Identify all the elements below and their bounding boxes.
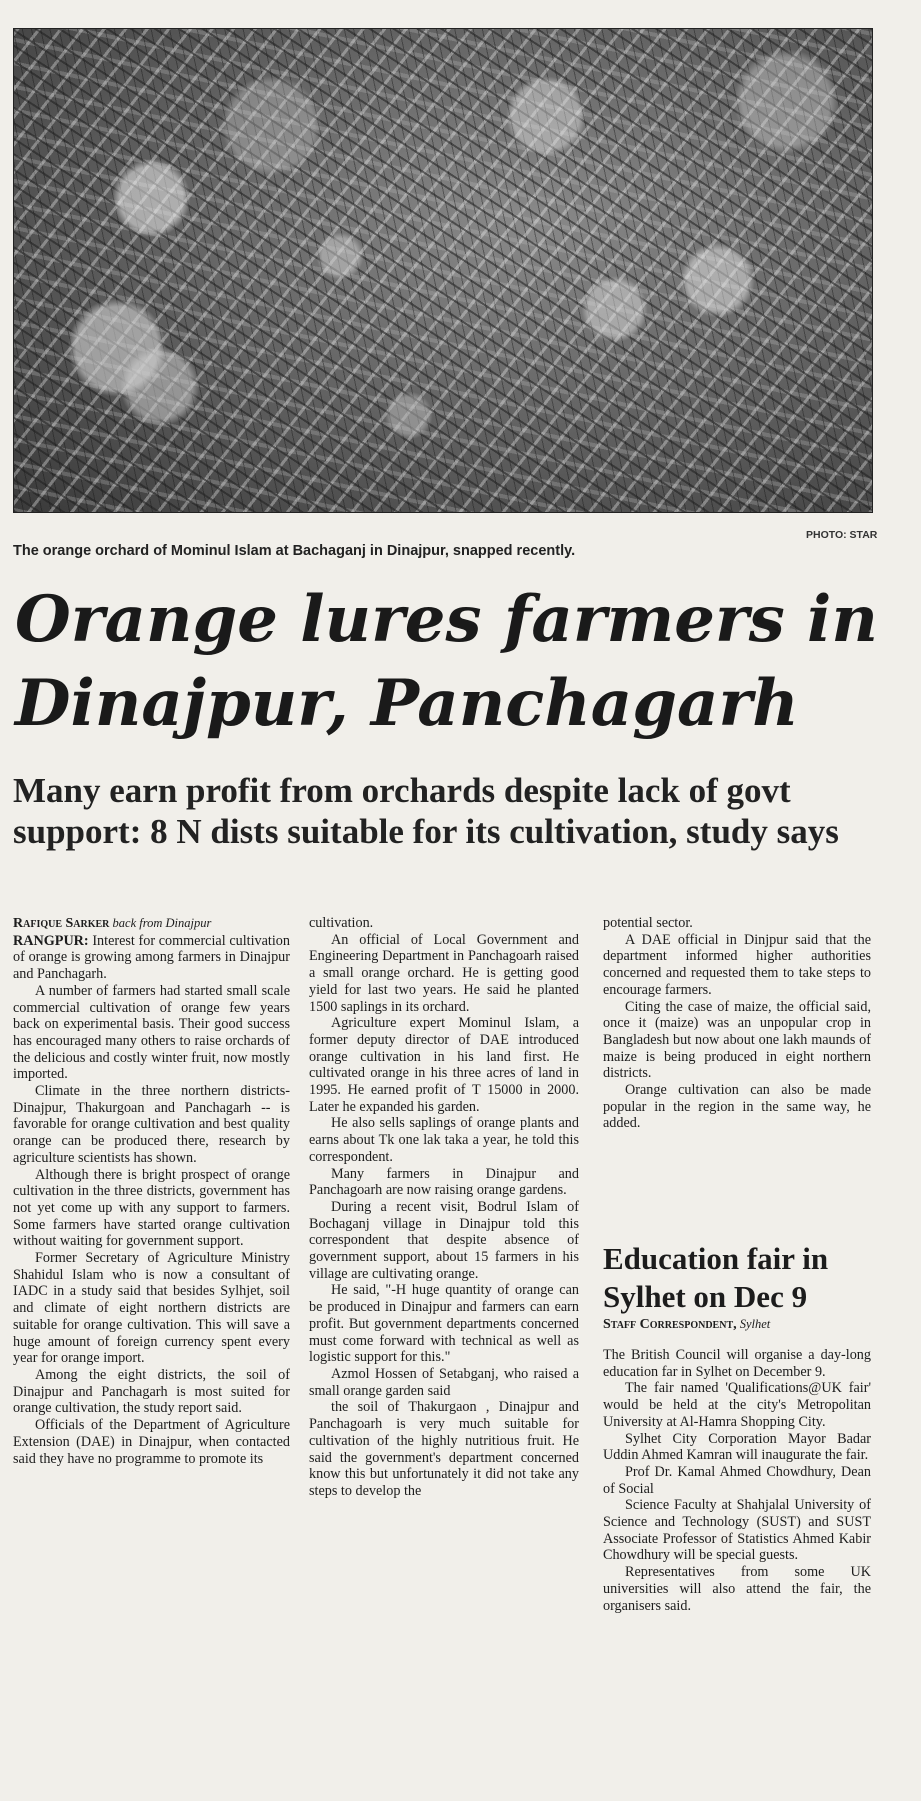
byline-location: back from Dinajpur bbox=[112, 916, 212, 930]
sidebar-byline-location: Sylhet bbox=[739, 1317, 771, 1331]
article-subhead: Many earn profit from orchards despite lack of govt support: 8 N dists suitable for its cultivation, study says bbox=[13, 771, 839, 851]
article-column-2 bbox=[309, 915, 579, 1500]
article-paragraph: An official of Local Government and Engineering Department in Panchagoarh raised a small orange orchard. He is getting good yield for last two years. He said he planted 1500 saplings in its orchard. bbox=[309, 931, 579, 1015]
article-paragraph: Azmol Hossen of Setabganj, who raised a small orange garden said bbox=[309, 1365, 579, 1399]
article-column-3 bbox=[603, 915, 871, 1132]
article-column-1 bbox=[13, 915, 290, 1467]
photo-credit: PHOTO: STAR bbox=[806, 529, 878, 541]
sidebar-byline-name: Staff Correspondent, bbox=[603, 1317, 737, 1332]
article-paragraph: Former Secretary of Agriculture Ministry Shahidul Islam who is now a consultant of IADC in a study said that besides Sylhjet, soil and climate of eight northern districts are suitable for orange cultivation. This will save a huge amount of foreign currency spent every year for orange import. bbox=[13, 1250, 290, 1367]
orange-orchard-photo bbox=[13, 28, 873, 513]
sidebar-paragraph: The British Council will organise a day-long education far in Sylhet on December 9. bbox=[603, 1347, 871, 1380]
article-paragraph: Many farmers in Dinajpur and Panchagoarh are now raising orange gardens. bbox=[309, 1165, 579, 1199]
article-paragraph: Among the eight districts, the soil of Dinajpur and Panchagarh is most suited for orange cultivation, the study report said. bbox=[13, 1366, 290, 1417]
article-headline bbox=[15, 578, 905, 746]
sidebar-paragraph: Representatives from some UK universities will also attend the fair, the organisers said. bbox=[603, 1564, 871, 1614]
sidebar-column bbox=[603, 1347, 871, 1614]
sidebar-headline bbox=[603, 1240, 883, 1316]
sidebar-paragraph: Science Faculty at Shahjalal University of Science and Technology (SUST) and SUST Associate Professor of Statistics Ahmed Kabir Chowdhury will be special guests. bbox=[603, 1497, 871, 1564]
article-paragraph: He said, "-H huge quantity of orange can be produced in Dinajpur and farmers can earn profit. But government departments concerned must come forward with technical as well as logistic support for this." bbox=[309, 1282, 579, 1366]
article-paragraph: potential sector. bbox=[603, 915, 693, 931]
sidebar-headline-line-2: Sylhet on Dec 9 bbox=[603, 1279, 808, 1314]
article-paragraph: cultivation. bbox=[309, 915, 374, 931]
dateline: RANGPUR: bbox=[13, 932, 89, 949]
article-paragraph: A DAE official in Dinjpur said that the department informed higher authorities concerned and requested them to take steps to encourage farmers. bbox=[603, 931, 871, 998]
article-paragraph: the soil of Thakurgaon , Dinajpur and Panchagoarh is very much suitable for cultivation of the highly nutritious fruit. He said the government's department concerned know this but unfortunately it did not take any steps to develop the bbox=[309, 1399, 579, 1499]
article-paragraph: A number of farmers had started small scale commercial cultivation of orange few years back on experimental basis. Their good success has encouraged many others to raise orchards of the delicious and costly winter fruit, now mostly imported. bbox=[13, 982, 290, 1083]
sidebar-headline-line-1: Education fair in bbox=[603, 1241, 829, 1276]
photo-caption: The orange orchard of Mominul Islam at Bachaganj in Dinajpur, snapped recently. bbox=[13, 543, 576, 559]
paragraph-text: Interest for commercial cultivation of orange is growing among farmers in Dinajpur and Panchagarh. bbox=[13, 932, 290, 983]
article-paragraph: During a recent visit, Bodrul Islam of Bochaganj village in Dinajpur told this correspondent that despite absence of government support, about 15 farmers in his village are cultivating orange. bbox=[309, 1198, 579, 1282]
article-paragraph: Climate in the three northern districts- Dinajpur, Thakurgoan and Panchagarh -- is favorable for orange cultivation and best quality orange can be produced there, research by agriculture scientists has shown. bbox=[13, 1083, 290, 1166]
sidebar-paragraph: Sylhet City Corporation Mayor Badar Uddin Ahmed Kamran will inaugurate the fair. bbox=[603, 1430, 871, 1464]
article-paragraph: Agriculture expert Mominul Islam, a former deputy director of DAE introduced orange cultivation in his land first. He cultivated orange in his three acres of land in 1995. He earned profit of T 15000 in 2000. Later he expanded his garden. bbox=[309, 1015, 579, 1115]
headline-line-2: Dinajpur, Panchagarh bbox=[15, 666, 799, 741]
headline-line-1: Orange lures farmers in bbox=[15, 582, 878, 657]
article-paragraph: Citing the case of maize, the official said, once it (maize) was an unpopular crop in Bangladesh but now about one lakh maunds of maize is being produced in eight northern districts. bbox=[603, 998, 871, 1082]
sidebar-paragraph: The fair named 'Qualifications@UK fair' would be held at the city's Metropolitan University at Al-Hamra Shopping City. bbox=[603, 1380, 871, 1430]
article-paragraph: Orange cultivation can also be made popular in the region in the same way, he added. bbox=[603, 1082, 871, 1132]
article-paragraph: He also sells saplings of orange plants and earns about Tk one lak taka a year, he told this correspondent. bbox=[309, 1115, 579, 1165]
sidebar-paragraph: Prof Dr. Kamal Ahmed Chowdhury, Dean of Social bbox=[603, 1463, 871, 1497]
article-paragraph: Although there is bright prospect of orange cultivation in the three districts, government has not yet come up with any support to farmers. Some farmers have started orange cultivation without waiting for government support. bbox=[13, 1166, 290, 1250]
article-byline bbox=[13, 915, 290, 933]
article-paragraph bbox=[13, 933, 290, 983]
sidebar-byline bbox=[603, 1317, 770, 1333]
byline-name: Rafique Sarker bbox=[13, 916, 110, 931]
article-paragraph: Officials of the Department of Agriculture Extension (DAE) in Dinajpur, when contacted said they have no programme to promote its bbox=[13, 1417, 290, 1467]
